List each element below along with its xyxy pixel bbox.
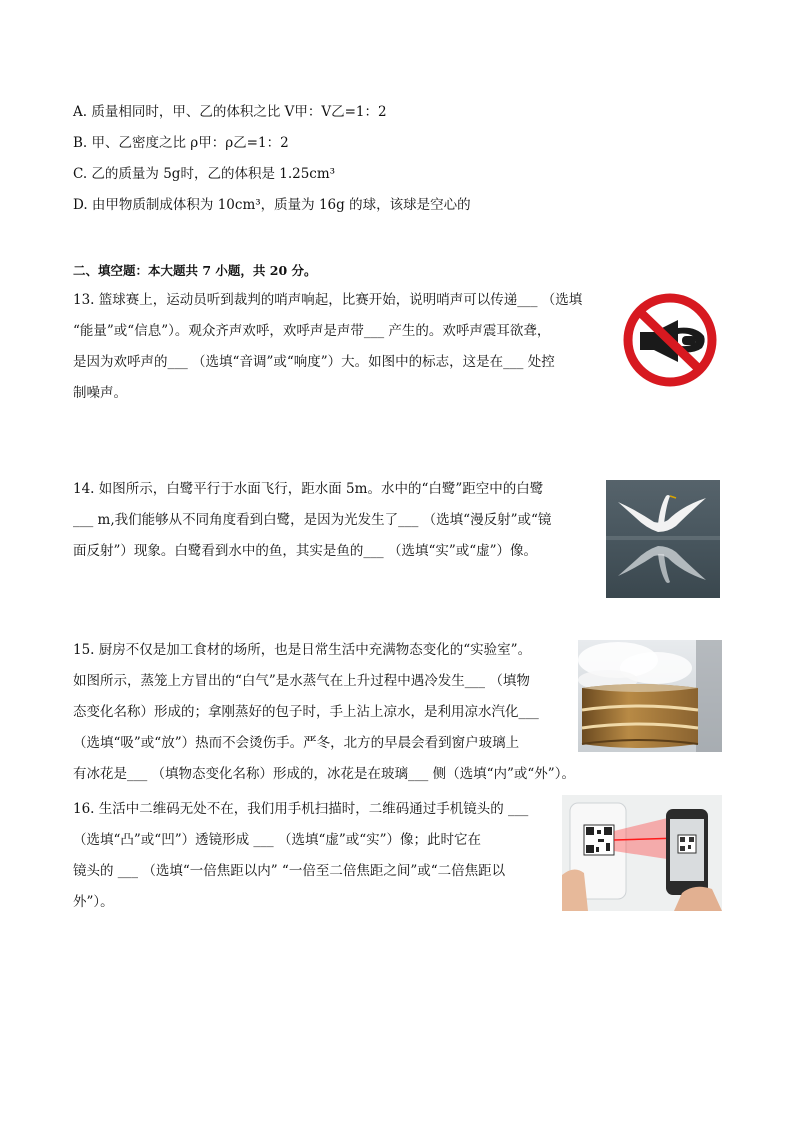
question-line: （选填“凸”或“凹”）透镜形成 ___ （选填“虚”或“实”）像；此时它在: [73, 832, 482, 848]
option-c: C. 乙的质量为 5g时，乙的体积是 1.25cm³: [73, 166, 336, 182]
question-line: （选填“吸”或“放”）热而不会烫伤手。严冬，北方的早晨会看到窗户玻璃上: [73, 735, 520, 751]
question-line: 制噪声。: [73, 385, 127, 401]
question-line: 是因为欢呼声的___ （选填“音调”或“响度”）大。如图中的标志，这是在___ 处控: [73, 354, 555, 370]
steamer-photo: [578, 640, 722, 752]
question-14: [73, 474, 551, 567]
question-line: 态变化名称）形成的；拿刚蒸好的包子时，手上沾上凉水，是利用凉水汽化___: [73, 704, 539, 720]
qr-scan-photo: [562, 795, 722, 911]
question-line: 镜头的 ___ （选填“一倍焦距以内” “一倍至二倍焦距之间”或“二倍焦距以: [73, 863, 506, 879]
question-line: 有冰花是___ （填物态变化名称）形成的，冰花是在玻璃___ 侧（选填“内”或“外”）。: [73, 766, 575, 782]
question-line: 外”）。: [73, 894, 114, 910]
option-d: D. 由甲物质制成体积为 10cm³，质量为 16g 的球，该球是空心的: [73, 197, 471, 213]
question-line: ___ m,我们能够从不同角度看到白鹭，是因为光发生了___ （选填“漫反射”或“镜: [73, 512, 552, 528]
question-line: 如图所示，蒸笼上方冒出的“白气”是水蒸气在上升过程中遇冷发生___ （填物: [73, 673, 530, 689]
question-line: 14. 如图所示，白鹭平行于水面飞行，距水面 5m。水中的“白鹭”距空中的白鹭: [73, 481, 544, 497]
question-line: 13. 篮球赛上，运动员听到裁判的哨声响起，比赛开始，说明哨声可以传递___ （选填: [73, 292, 583, 308]
option-a: A. 质量相同时，甲、乙的体积之比 V甲：V乙=1：2: [73, 104, 387, 120]
section-title: 二、填空题：本大题共 7 小题，共 20 分。: [73, 263, 317, 278]
question-line: 16. 生活中二维码无处不在，我们用手机扫描时，二维码通过手机镜头的 ___: [73, 801, 529, 817]
question-line: 面反射”）现象。白鹭看到水中的鱼，其实是鱼的___ （选填“实”或“虚”）像。: [73, 543, 538, 559]
question-line: “能量”或“信息”）。观众齐声欢呼，欢呼声是声带___ 产生的。欢呼声震耳欲聋，: [73, 323, 551, 339]
egret-photo: [606, 480, 720, 598]
option-b: B. 甲、乙密度之比 ρ甲：ρ乙=1：2: [73, 135, 289, 151]
no-horn-sign-icon: [618, 292, 722, 388]
question-16: [73, 794, 528, 918]
question-13: [73, 285, 582, 409]
question-line: 15. 厨房不仅是加工食材的场所，也是日常生活中充满物态变化的“实验室”。: [73, 642, 532, 658]
question-15: [73, 635, 575, 790]
